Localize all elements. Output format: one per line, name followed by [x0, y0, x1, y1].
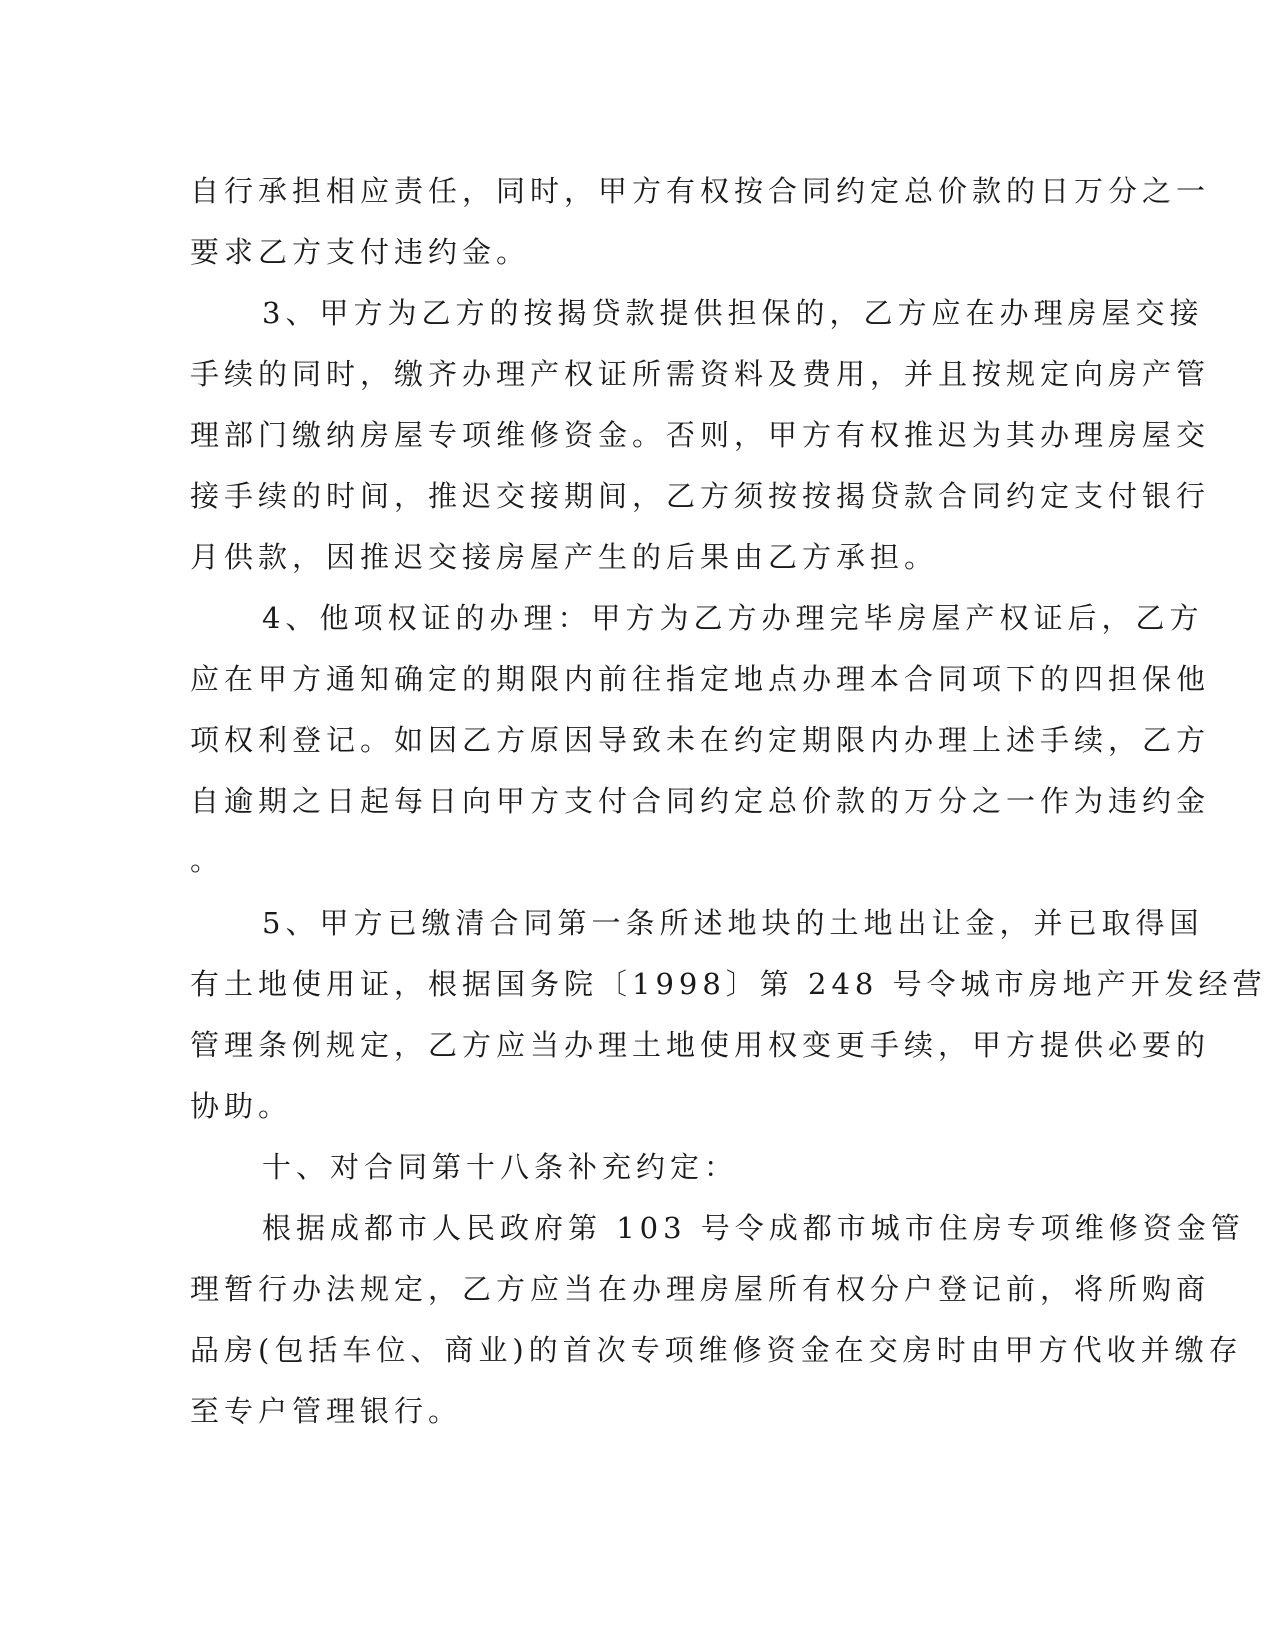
- body-text-line: 理暂行办法规定，乙方应当在办理房屋所有权分户登记前，将所购商: [190, 1272, 1211, 1306]
- body-text-line: 。: [190, 843, 225, 877]
- body-text-line: 至专户管理银行。: [190, 1394, 463, 1428]
- paragraph-start: 根据成都市人民政府第 103 号令成都市城市住房专项维修资金管: [262, 1211, 1245, 1245]
- body-text-line: 项权利登记。如因乙方原因导致未在约定期限内办理上述手续，乙方: [190, 723, 1211, 757]
- body-text-line: 应在甲方通知确定的期限内前往指定地点办理本合同项下的四担保他: [190, 662, 1211, 696]
- body-text-line: 自行承担相应责任，同时，甲方有权按合同约定总价款的日万分之一: [190, 174, 1211, 208]
- paragraph-5-start: 5、甲方已缴清合同第一条所述地块的土地出让金，并已取得国: [262, 906, 1204, 940]
- body-text-line: 手续的同时，缴齐办理产权证所需资料及费用，并且按规定向房产管: [190, 357, 1211, 391]
- body-text-line: 协助。: [190, 1089, 293, 1123]
- body-text-line: 管理条例规定，乙方应当办理土地使用权变更手续，甲方提供必要的: [190, 1028, 1211, 1062]
- body-text-line: 要求乙方支付违约金。: [190, 235, 531, 269]
- body-text-line: 品房(包括车位、商业)的首次专项维修资金在交房时由甲方代收并缴存: [190, 1333, 1243, 1367]
- paragraph-3-start: 3、甲方为乙方的按揭贷款提供担保的，乙方应在办理房屋交接: [262, 296, 1204, 330]
- paragraph-4-start: 4、他项权证的办理：甲方为乙方办理完毕房屋产权证后，乙方: [262, 601, 1204, 635]
- body-text-line: 接手续的时间，推迟交接期间，乙方须按按揭贷款合同约定支付银行: [190, 479, 1211, 513]
- body-text-line: 有土地使用证，根据国务院〔1998〕第 248 号令城市房地产开发经营: [190, 967, 1267, 1001]
- body-text-line: 理部门缴纳房屋专项维修资金。否则，甲方有权推迟为其办理房屋交: [190, 418, 1211, 452]
- body-text-line: 自逾期之日起每日向甲方支付合同约定总价款的万分之一作为违约金: [190, 784, 1211, 818]
- section-heading: 十、对合同第十八条补充约定：: [262, 1150, 739, 1184]
- body-text-line: 月供款，因推迟交接房屋产生的后果由乙方承担。: [190, 540, 939, 574]
